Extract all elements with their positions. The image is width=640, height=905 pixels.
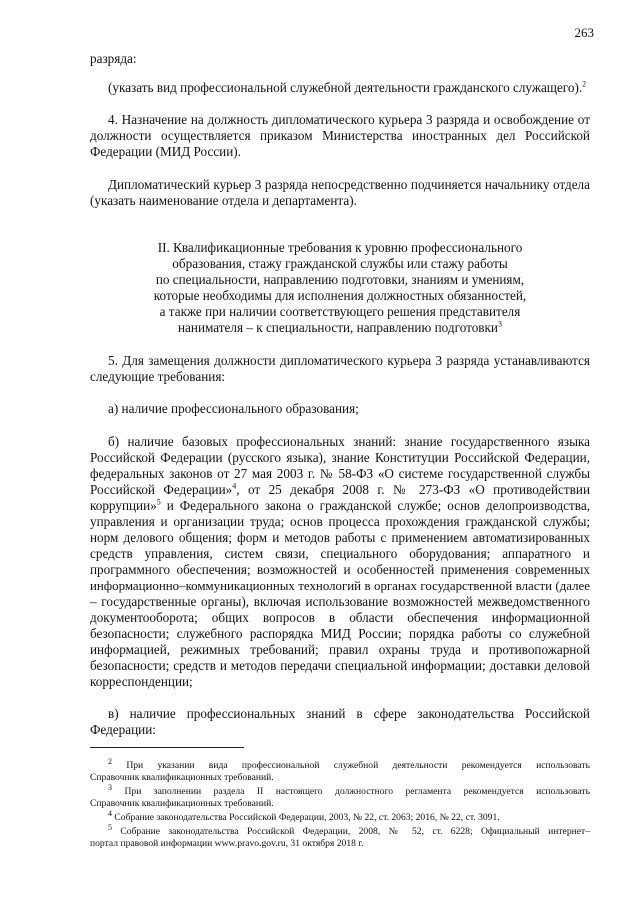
text-line: норм делового общения; форм и методов работы с применением автоматизированных <box>90 530 590 545</box>
section-heading-line: II. Квалификационные требования к уровню профессионального <box>157 240 523 255</box>
text-line: федеральных законов от 27 мая 2003 г. № 58-ФЗ «О системе государственной службы <box>90 466 590 481</box>
text-line: информацией, режимных требований; правил охраны труда и противопожарной <box>90 642 590 657</box>
text-line: а) наличие профессионального образования; <box>108 401 359 416</box>
text-line: средств управления, систем связи, специального оборудования; аппаратного и <box>90 546 590 561</box>
text-line: безопасности; служебного распорядка МИД России; порядка работы со служебной <box>90 626 590 641</box>
text-line: Российской Федерации»$^4$, от 25 декабря 2008 г. № 273-ФЗ «О противодействии <box>90 481 591 497</box>
text-line: Федерации: <box>90 722 156 737</box>
footnote-line: портал правовой информации www.pravo.gov.ru, 31 октября 2018 г. <box>90 838 364 849</box>
text-line: информационно–коммуникационных технологий в органах государственной власти (далее <box>90 579 590 593</box>
footnote-ref: 2 <box>582 79 587 89</box>
footnote-line: Справочник квалификационных требований. <box>90 772 274 783</box>
footnote-number: 5 <box>108 822 112 832</box>
text-line: 5. Для замещения должности дипломатического курьера 3 разряда устанавливаются <box>108 353 590 368</box>
footnote-ref: 5 <box>156 497 161 507</box>
text-line: документооборота; общих вопросов в области обеспечения информационной <box>90 610 590 625</box>
section-heading-line: по специальности, направлению подготовки, знаниям и умениям, <box>155 272 525 287</box>
text-line: (указать вид профессиональной служебной деятельности гражданского служащего).$^2$ <box>108 79 587 95</box>
text-line: 4. Назначение на должность дипломатического курьера 3 разряда и освобождение от <box>108 112 590 127</box>
text-line: в) наличие профессиональных знаний в сфере законодательства Российской <box>108 706 590 721</box>
footnote-ref: 3 <box>497 319 502 329</box>
text-line: Дипломатический курьер 3 разряда непосредственно подчиняется начальнику отдела <box>108 177 590 192</box>
text-line: программного обеспечения; возможностей и особенностей применения современных <box>90 562 590 577</box>
footnote-ref: 4 <box>232 481 237 491</box>
text-line: б) наличие базовых профессиональных знаний: знание государственного языка <box>108 434 590 449</box>
text-line: Российской Федерации (русского языка), знание Конституции Российской Федерации, <box>90 450 590 465</box>
text-line: управления и организации труда; основ процесса прохождения гражданской службы; <box>90 514 590 529</box>
footnote-separator <box>90 747 244 748</box>
text-line: следующие требования: <box>90 369 226 384</box>
section-heading-line: нанимателя – к специальности, направлению подготовки$^3$ <box>178 319 502 335</box>
text-line: (указать наименование отдела и департамента). <box>90 193 357 208</box>
text-line: Федерации (МИД России). <box>90 144 241 159</box>
footnote-line: Справочник квалификационных требований. <box>90 798 274 809</box>
footnote-line: $^2$ При указании вида профессиональной служебной деятельности рекомендуется использовать <box>108 756 590 771</box>
footnote-line: $^5$ Собрание законодательства Российской Федерации, 2008, № 52, ст. 6228; Официальный интернет– <box>108 822 590 837</box>
section-heading-line: образования, стажу гражданской службы или стажу работы <box>172 256 508 271</box>
section-heading-line: которые необходимы для исполнения должностных обязанностей, <box>153 288 527 303</box>
footnote-number: 3 <box>108 782 112 792</box>
footnote-line: $^3$ При заполнении раздела II настоящего должностного регламента рекомендуется использовать <box>108 782 590 797</box>
text-line: должности осуществляется приказом Министерства иностранных дел Российской <box>90 128 590 143</box>
section-heading-line: а также при наличии соответствующего решения представителя <box>159 304 521 319</box>
footnote-line: $^4$ Собрание законодательства Российской Федерации, 2003, № 22, ст. 2063; 2016, № 22, ст. 3091. <box>108 808 500 823</box>
text-line: безопасности; средств и методов передачи специальной информации; доставки деловой <box>90 658 590 673</box>
text-line: разряда: <box>90 51 137 66</box>
text-line: коррупции»$^5$ и Федерального закона о гражданской службе; основ делопроизводства, <box>90 497 590 513</box>
text-line: корреспонденции; <box>90 674 193 689</box>
footnote-number: 2 <box>108 756 112 766</box>
footnote-number: 4 <box>108 808 112 818</box>
text-line: – государственные органы), включая использование возможностей межведомственного <box>90 594 590 609</box>
page-number: 263 <box>574 25 594 40</box>
